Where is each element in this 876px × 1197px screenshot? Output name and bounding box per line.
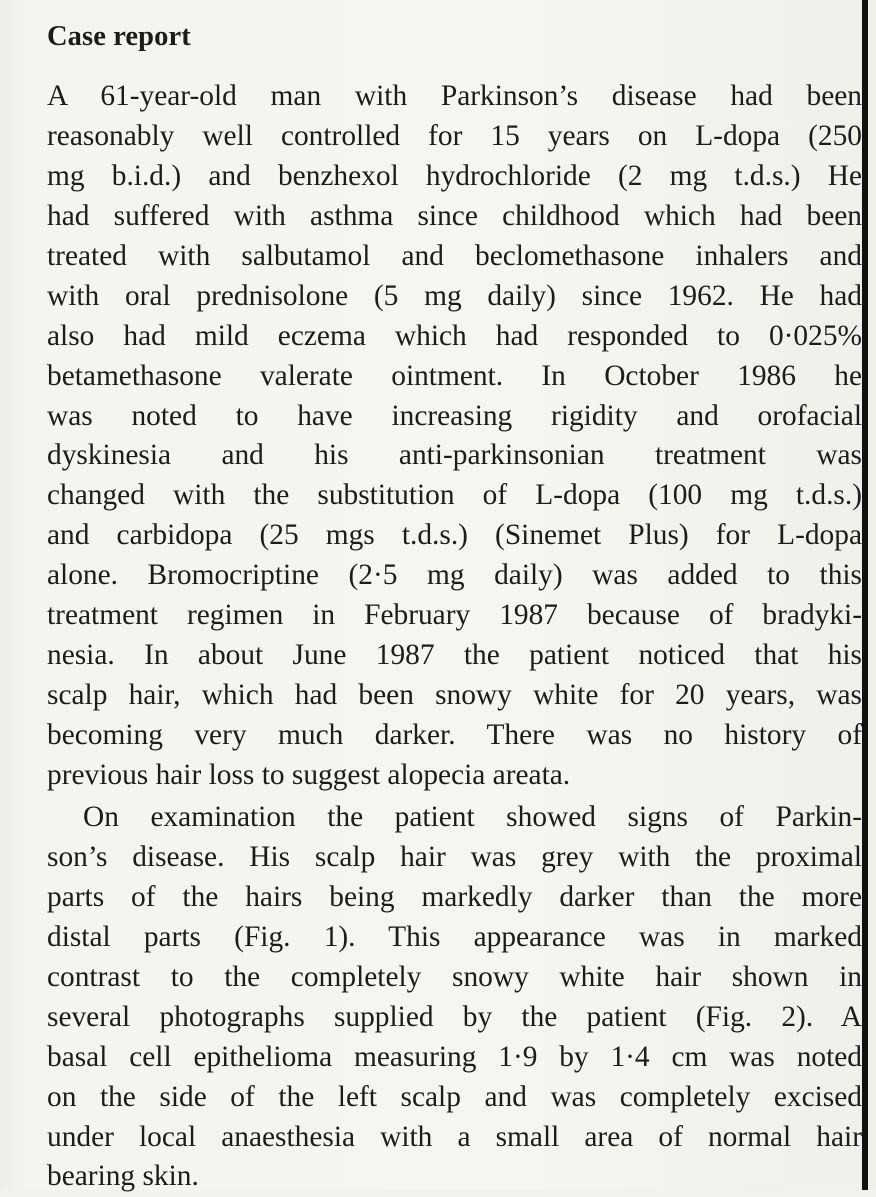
text-line: bearing skin. <box>47 1160 199 1193</box>
text-line: previous hair loss to suggest alopecia areata. <box>47 758 571 791</box>
text-line: reasonably well controlled for 15 years on L-dopa (250 <box>47 119 862 152</box>
text-line: mg b.i.d.) and benzhexol hydrochloride (2 mg t.d.s.) He <box>47 159 862 192</box>
text-line: dyskinesia and his anti-parkinsonian treatment was <box>47 439 862 472</box>
text-line: several photographs supplied by the patient (Fig. 2). A <box>47 1000 862 1033</box>
text-line: and carbidopa (25 mgs t.d.s.) (Sinemet Plus) for L-dopa <box>47 519 862 552</box>
text-line: was noted to have increasing rigidity and orofacial <box>47 399 862 432</box>
text-line: betamethasone valerate ointment. In October 1986 he <box>47 359 862 392</box>
text-line: changed with the substitution of L-dopa (100 mg t.d.s.) <box>47 479 862 512</box>
text-line: had suffered with asthma since childhood which had been <box>47 199 862 232</box>
text-line: with oral prednisolone (5 mg daily) since 1962. He had <box>47 279 862 312</box>
page-edge-rule <box>862 0 868 1190</box>
text-line: scalp hair, which had been snowy white for 20 years, was <box>47 679 862 712</box>
text-line: also had mild eczema which had responded to 0·025% <box>47 319 862 352</box>
text-line: under local anaesthesia with a small area of normal hair <box>47 1120 862 1153</box>
text-line: son’s disease. His scalp hair was grey with the proximal <box>47 840 862 873</box>
text-line: A 61-year-old man with Parkinson’s disease had been <box>47 80 862 112</box>
text-line: on the side of the left scalp and was completely excised <box>47 1080 862 1113</box>
paragraph-history <box>47 77 862 796</box>
text-line: On examination the patient showed signs of Parkin- <box>83 801 862 833</box>
paragraph-examination <box>47 798 862 1197</box>
text-line: parts of the hairs being markedly darker than the more <box>47 880 862 913</box>
text-line: alone. Bromocriptine (2·5 mg daily) was added to this <box>47 559 862 592</box>
text-line: treatment regimen in February 1987 because of bradyki- <box>47 599 862 632</box>
text-line: nesia. In about June 1987 the patient noticed that his <box>47 639 862 672</box>
text-line: basal cell epithelioma measuring 1·9 by 1·4 cm was noted <box>47 1040 862 1073</box>
text-line: treated with salbutamol and beclomethasone inhalers and <box>47 239 862 272</box>
text-line: becoming very much darker. There was no history of <box>47 719 862 751</box>
text-line: distal parts (Fig. 1). This appearance was in marked <box>47 920 862 953</box>
section-heading: Case report <box>47 21 191 52</box>
text-line: contrast to the completely snowy white hair shown in <box>47 960 862 993</box>
